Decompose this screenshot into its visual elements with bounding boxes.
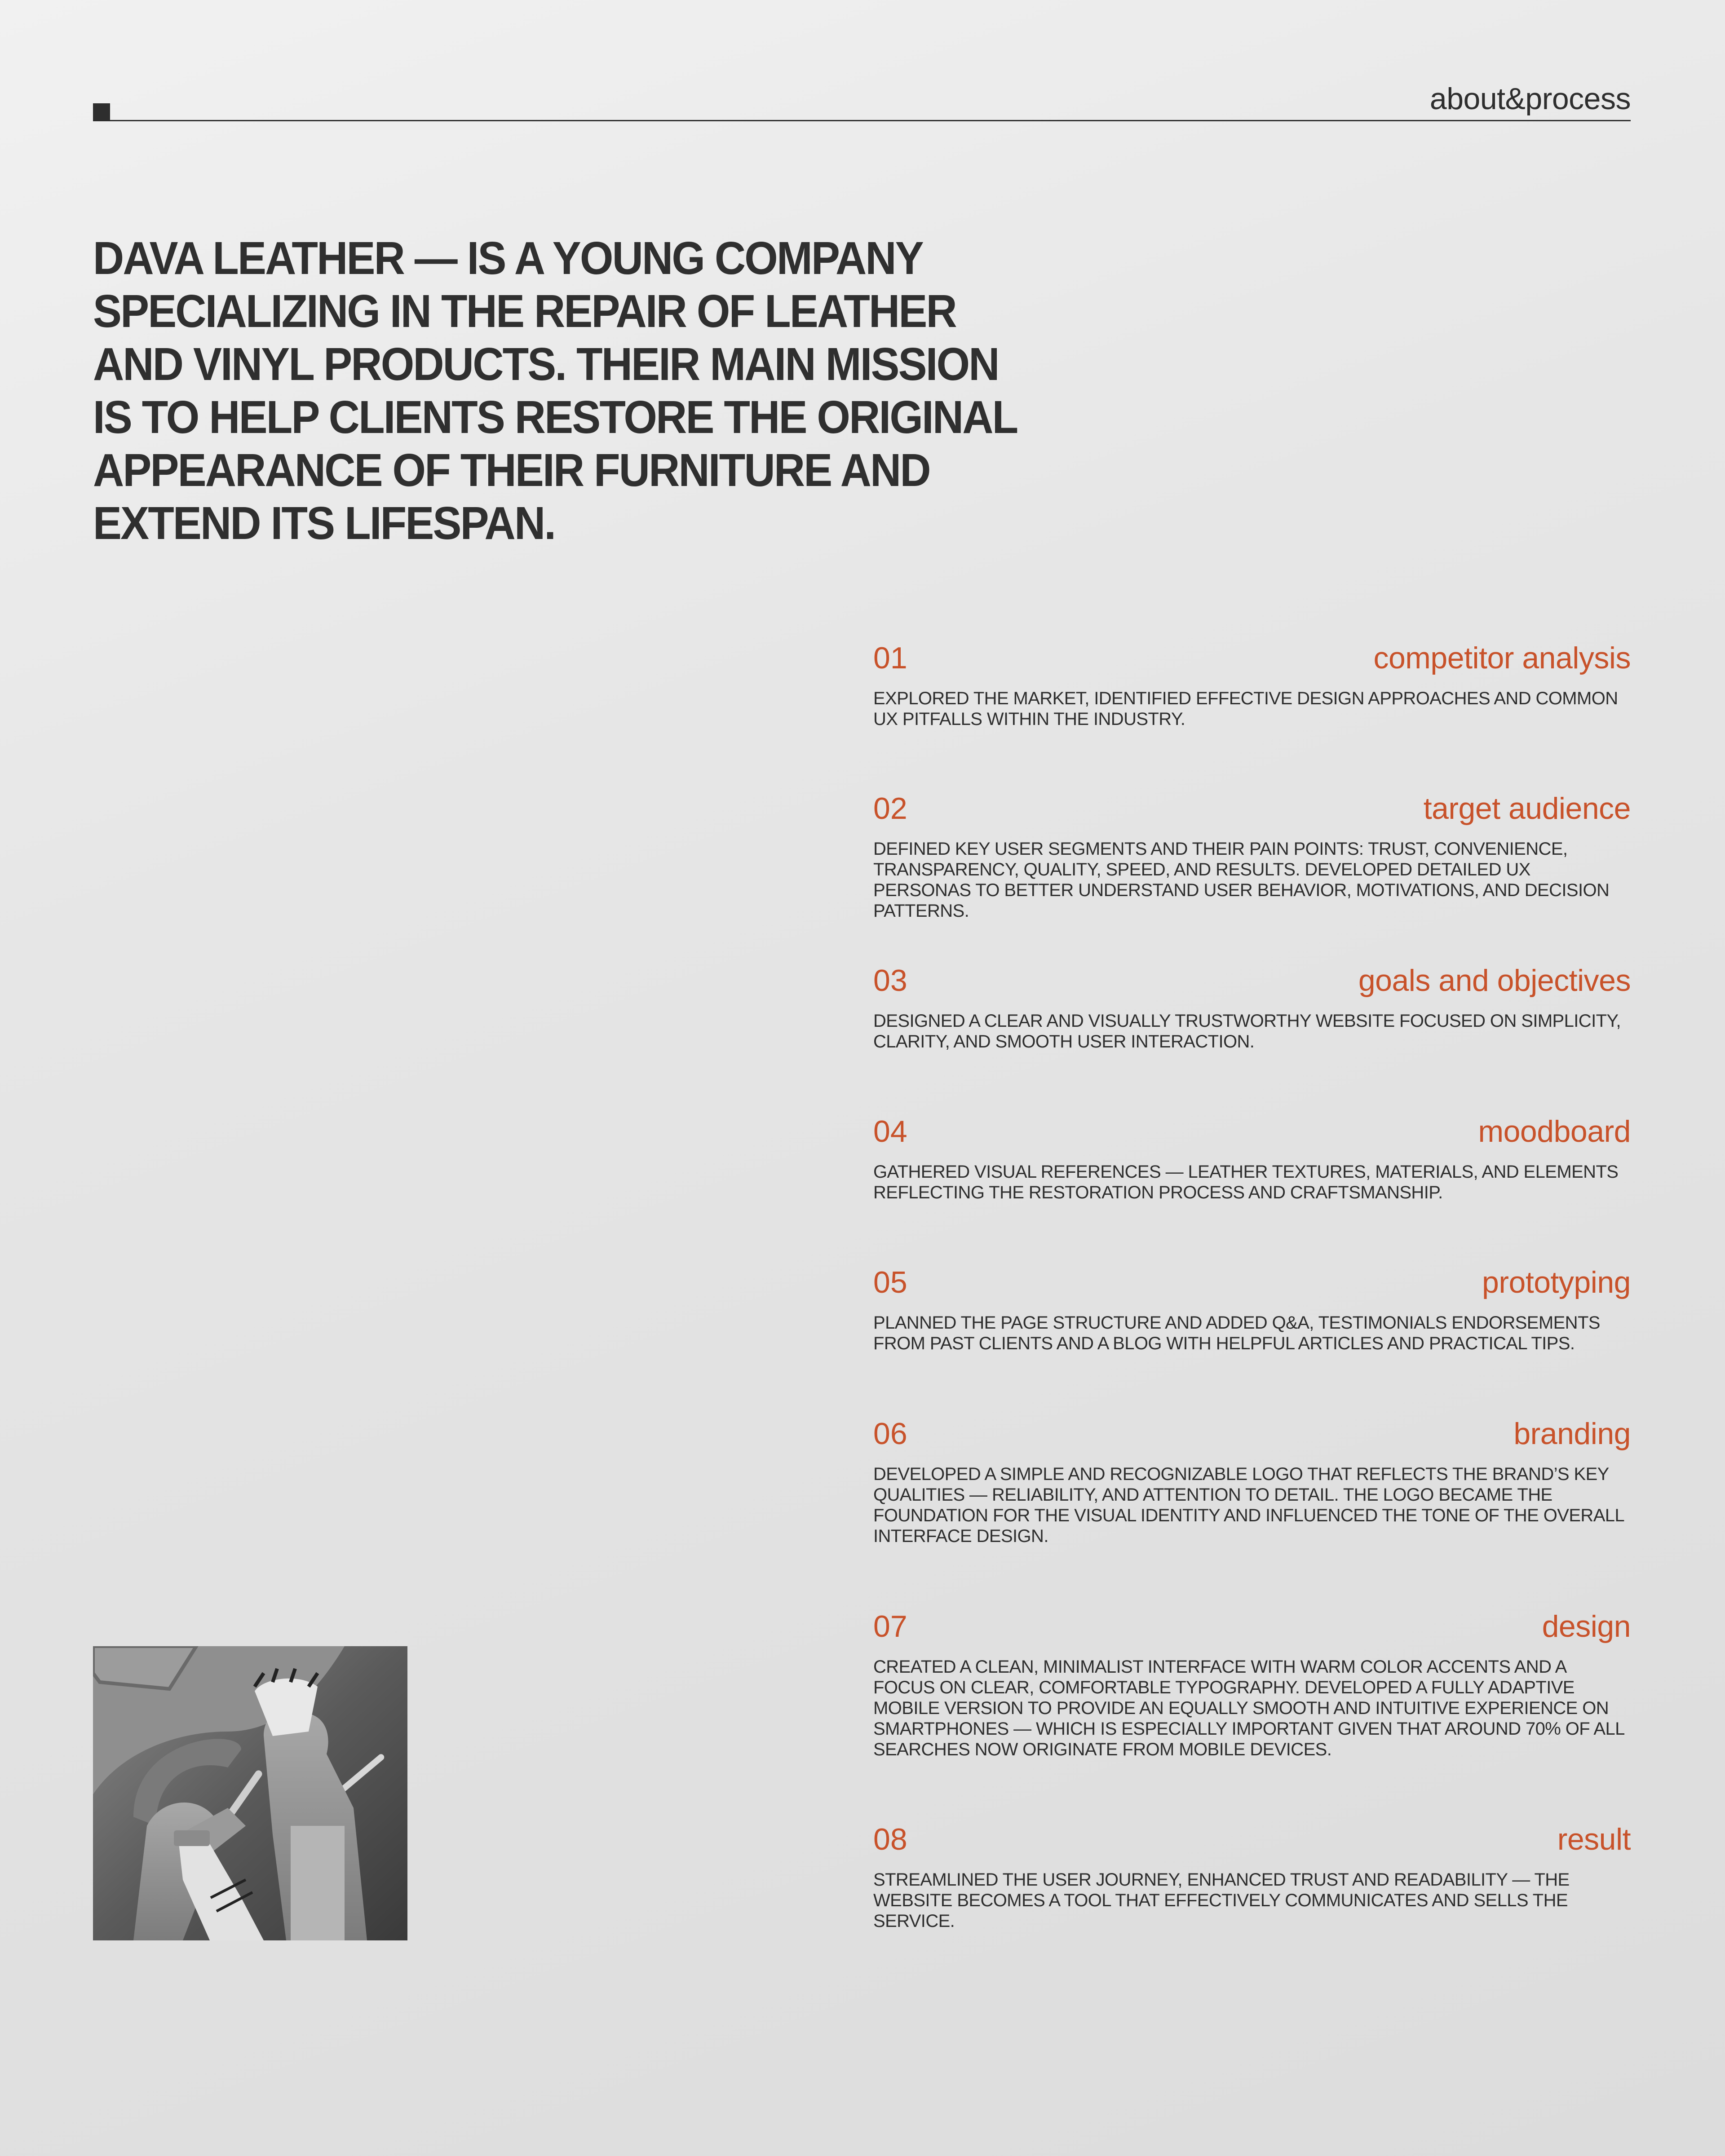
step-title: branding xyxy=(1513,1417,1631,1451)
step-description: EXPLORED THE MARKET, IDENTIFIED EFFECTIVE DESIGN APPROACHES AND COMMON UX PITFALLS WITHIN THE INDUSTRY. xyxy=(873,689,1618,729)
step-title: goals and objectives xyxy=(1358,963,1631,998)
step-title: target audience xyxy=(1423,791,1631,826)
process-step-prototyping xyxy=(873,1262,1631,1354)
process-step-moodboard xyxy=(873,1111,1631,1203)
step-number: 08 xyxy=(873,1822,907,1856)
step-description: DEFINED KEY USER SEGMENTS AND THEIR PAIN POINTS: TRUST, CONVENIENCE, TRANSPARENCY, QUALITY, SPEED, AND RESULTS. DEVELOPED DETAILED UX PERSONAS TO BETTER UNDERSTAND USER BEHAVIOR, MOTIVATIONS, AND DECISION PATTERNS. xyxy=(873,839,1610,921)
step-number: 03 xyxy=(873,963,907,998)
step-description: CREATED A CLEAN, MINIMALIST INTERFACE WITH WARM COLOR ACCENTS AND A FOCUS ON CLEAR, COMFORTABLE TYPOGRAPHY. DEVELOPED A FULLY ADAPTIVE MOBILE VERSION TO PROVIDE AN EQUALLY SMOOTH AND INTUITIVE EXPERIENCE ON SMARTPHONES — WHICH IS ESPECIALLY IMPORTANT GIVEN THAT AROUND 70% OF ALL SEARCHES NOW ORIGINATE FROM MOBILE DEVICES. xyxy=(873,1657,1624,1759)
step-title: design xyxy=(1542,1609,1631,1644)
step-number: 05 xyxy=(873,1265,907,1299)
step-number: 04 xyxy=(873,1114,907,1149)
step-number: 02 xyxy=(873,791,907,826)
step-title: result xyxy=(1557,1822,1631,1856)
step-number: 06 xyxy=(873,1417,907,1451)
section-label: about&process xyxy=(1429,82,1631,116)
process-step-branding xyxy=(873,1414,1631,1546)
process-step-competitor-analysis xyxy=(873,638,1631,729)
step-number: 07 xyxy=(873,1609,907,1644)
leather-cleaning-photo xyxy=(93,1646,407,1940)
process-list xyxy=(873,0,1631,2156)
intro-headline: DAVA LEATHER — IS A YOUNG COMPANY SPECIALIZING IN THE REPAIR OF LEATHER AND VINYL PRODUCTS. THEIR MAIN MISSION IS TO HELP CLIENTS RESTORE THE ORIGINAL APPEARANCE OF THEIR FURNITURE AND EXTEND ITS LIFESPAN. xyxy=(93,232,1017,549)
process-step-target-audience xyxy=(873,788,1631,921)
step-description: STREAMLINED THE USER JOURNEY, ENHANCED TRUST AND READABILITY — THE WEBSITE BECOMES A TOOL THAT EFFECTIVELY COMMUNICATES AND SELLS THE SERVICE. xyxy=(873,1870,1570,1931)
square-marker-icon xyxy=(93,103,110,120)
step-title: competitor analysis xyxy=(1373,641,1631,675)
process-step-goals-and-objectives xyxy=(873,960,1631,1052)
photo-illustration-icon xyxy=(93,1646,407,1940)
step-description: DEVELOPED A SIMPLE AND RECOGNIZABLE LOGO THAT REFLECTS THE BRAND’S KEY QUALITIES — RELIABILITY, AND ATTENTION TO DETAIL. THE LOGO BECAME THE FOUNDATION FOR THE VISUAL IDENTITY AND INFLUENCED THE TONE OF THE OVERALL INTERFACE DESIGN. xyxy=(873,1464,1624,1546)
step-description: PLANNED THE PAGE STRUCTURE AND ADDED Q&A, TESTIMONIALS ENDORSEMENTS FROM PAST CLIENTS AND A BLOG WITH HELPFUL ARTICLES AND PRACTICAL TIPS. xyxy=(873,1313,1600,1353)
step-title: prototyping xyxy=(1482,1265,1631,1299)
step-number: 01 xyxy=(873,641,907,675)
step-description: GATHERED VISUAL REFERENCES — LEATHER TEXTURES, MATERIALS, AND ELEMENTS REFLECTING THE RESTORATION PROCESS AND CRAFTSMANSHIP. xyxy=(873,1162,1619,1202)
step-title: moodboard xyxy=(1478,1114,1631,1149)
process-step-result xyxy=(873,1819,1631,1931)
step-description: DESIGNED A CLEAR AND VISUALLY TRUSTWORTHY WEBSITE FOCUSED ON SIMPLICITY, CLARITY, AND SMOOTH USER INTERACTION. xyxy=(873,1011,1621,1051)
process-step-design xyxy=(873,1606,1631,1760)
